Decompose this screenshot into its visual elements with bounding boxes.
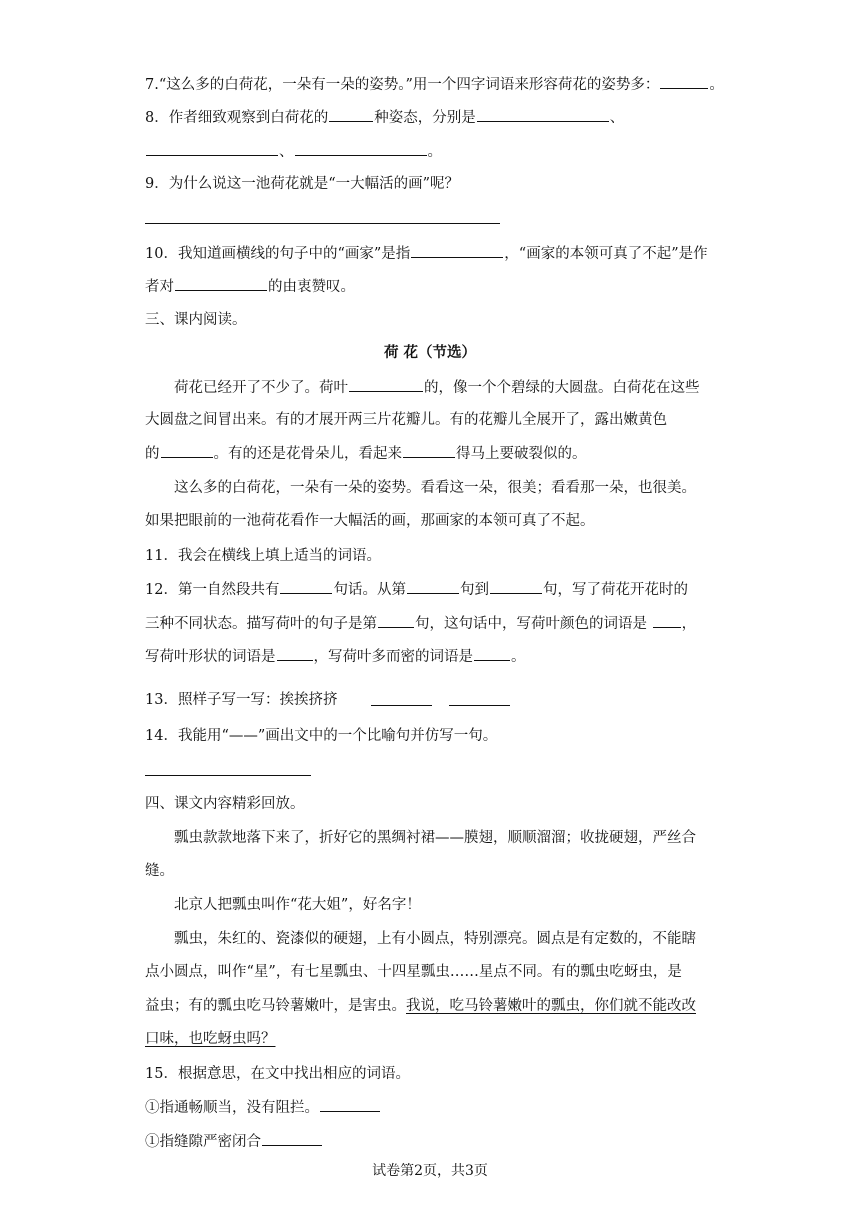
passage-line: 益虫；有的瓢虫吃马铃薯嫩叶，是害虫。我说，吃马铃薯嫩叶的瓢虫，你们就不能改改 — [145, 998, 696, 1014]
section-4-heading: 四、课文内容精彩回放。 — [145, 796, 305, 812]
answer-blank[interactable] — [262, 1131, 322, 1146]
passage-line: 的 。有的还是花骨朵儿，看起来 得马上要破裂似的。 — [145, 443, 587, 464]
answer-blank[interactable] — [175, 276, 267, 291]
answer-blank[interactable] — [329, 107, 373, 122]
answer-blank[interactable] — [403, 443, 455, 458]
question-8: 8．作者细致观察到白荷花的 种姿态，分别是 、 — [145, 107, 624, 128]
question-15-item-2: ①指缝隙严密闭合 — [145, 1131, 323, 1152]
answer-blank[interactable] — [407, 579, 459, 594]
question-9: 9．为什么说这一池荷花就是“一大幅活的画”呢？ — [145, 176, 460, 192]
passage-line: 瓢虫，朱红的、瓷漆似的硬翅，上有小圆点，特别漂亮。圆点是有定数的，不能瞎 — [174, 931, 696, 947]
answer-blank[interactable] — [411, 243, 503, 258]
question-7: 7.“这么多的白荷花，一朵有一朵的姿势。”用一个四字词语来形容荷花的姿势多： 。 — [145, 74, 724, 95]
answer-blank[interactable] — [371, 705, 432, 706]
passage-title: 荷 花（节选） — [383, 344, 477, 361]
passage-line: 瓢虫款款地落下来了，折好它的黑绸衬裙——膜翅，顺顺溜溜；收拢硬翅，严丝合 — [174, 830, 696, 846]
passage-line: 点小圆点，叫作“星”，有七星瓢虫、十四星瓢虫……星点不同。有的瓢虫吃蚜虫，是 — [145, 964, 682, 980]
passage-line — [145, 1029, 276, 1049]
answer-blank[interactable] — [146, 141, 278, 156]
question-13: 13．照样子写一写：挨挨挤挤 — [145, 692, 338, 708]
answer-blank[interactable] — [477, 107, 609, 122]
answer-blank[interactable] — [653, 613, 681, 628]
question-12-line-2: 三种不同状态。描写荷叶的句子是第 句，这句话中，写荷叶颜色的词语是 ， — [145, 613, 696, 634]
answer-blank[interactable] — [490, 579, 542, 594]
question-12: 12．第一自然段共有 句话。从第 句到 句，写了荷花开花时的 — [145, 579, 688, 600]
section-3-heading: 三、课内阅读。 — [145, 312, 247, 328]
answer-blank[interactable] — [161, 443, 213, 458]
underlined-sentence: 我说，吃马铃薯嫩叶的瓢虫，你们就不能改改 — [406, 998, 696, 1014]
question-11: 11．我会在横线上填上适当的词语。 — [145, 548, 381, 564]
answer-line[interactable] — [145, 223, 500, 224]
answer-blank[interactable] — [320, 1097, 380, 1112]
underlined-sentence: 口味，也吃蚜虫吗？ — [145, 1031, 276, 1047]
question-15: 15．根据意思，在文中找出相应的词语。 — [145, 1066, 410, 1082]
answer-blank[interactable] — [449, 705, 510, 706]
page-footer: 试卷第2页，共3页 — [372, 1163, 488, 1179]
question-8-line-2: 、 。 — [145, 141, 442, 162]
question-15-item-1: ①指通畅顺当，没有阻拦。 — [145, 1097, 381, 1118]
passage-line: 如果把眼前的一池荷花看作一大幅活的画，那画家的本领可真了不起。 — [145, 513, 595, 529]
answer-blank[interactable] — [378, 613, 414, 628]
question-10: 10．我知道画横线的句子中的“画家”是指 ，“画家的本领可真了不起”是作 — [145, 243, 708, 264]
passage-line: 大圆盘之间冒出来。有的才展开两三片花瓣儿。有的花瓣儿全展开了，露出嫩黄色 — [145, 412, 667, 428]
answer-blank[interactable] — [349, 377, 423, 392]
question-14: 14．我能用“——”画出文中的一个比喻句并仿写一句。 — [145, 728, 498, 744]
answer-blank[interactable] — [277, 646, 313, 661]
passage-line: 荷花已经开了不少了。荷叶 的，像一个个碧绿的大圆盘。白荷花在这些 — [174, 377, 700, 398]
question-10-line-2: 者对 的由衷赞叹。 — [145, 276, 355, 297]
passage-line: 北京人把瓢虫叫作“花大姐”，好名字！ — [174, 897, 421, 913]
question-12-line-3: 写荷叶形状的词语是 ，写荷叶多而密的词语是 。 — [145, 646, 526, 667]
passage-line: 这么多的白荷花，一朵有一朵的姿势。看看这一朵，很美；看看那一朵，也很美。 — [174, 480, 696, 496]
answer-line[interactable] — [145, 775, 311, 776]
passage-line: 缝。 — [145, 863, 174, 879]
answer-blank[interactable] — [280, 579, 332, 594]
answer-blank[interactable] — [295, 141, 427, 156]
answer-blank[interactable] — [474, 646, 510, 661]
answer-blank[interactable] — [660, 74, 708, 89]
